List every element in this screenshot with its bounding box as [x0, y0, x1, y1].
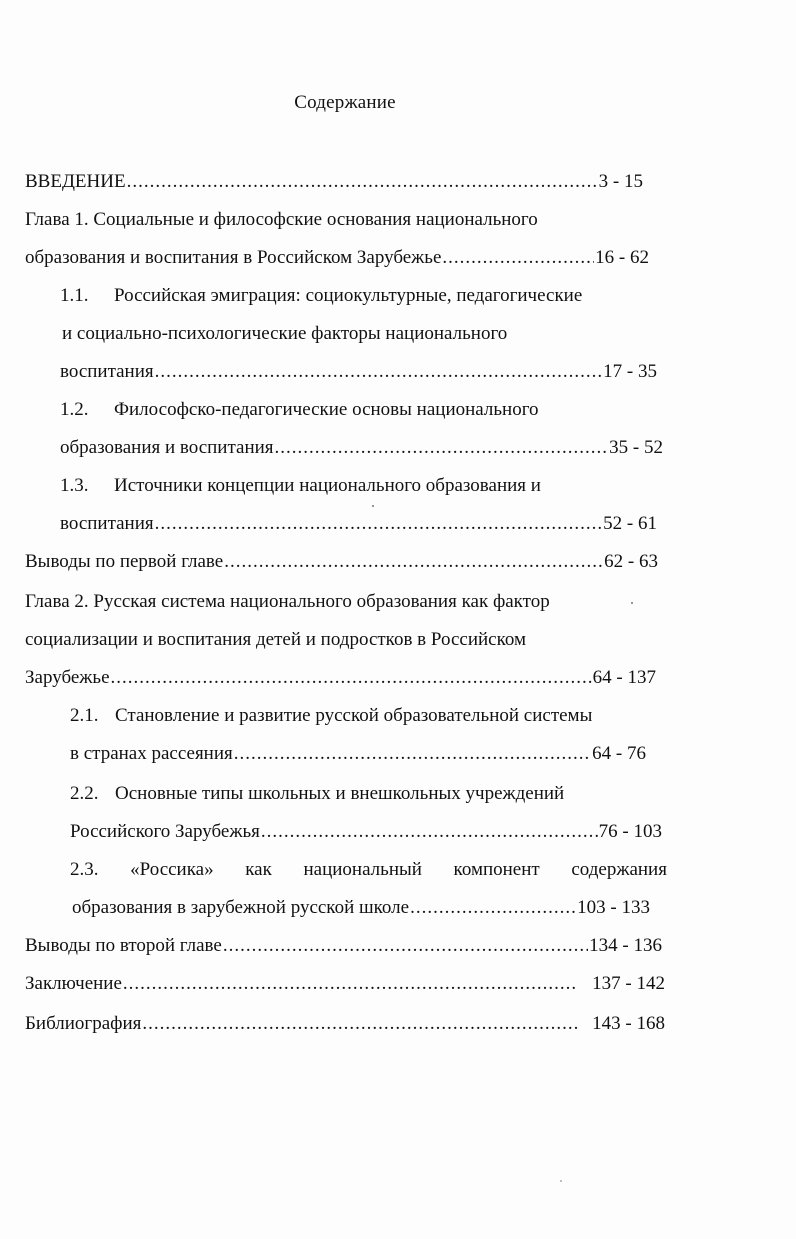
toc-entry-label: образования и воспитания: [60, 437, 274, 458]
toc-entry-pages: 3 - 15: [598, 171, 643, 192]
toc-entry-pages: 143 - 168: [592, 1013, 665, 1034]
toc-entry-word: содержания: [571, 859, 667, 880]
toc-chapter-2-line1: Глава 2. Русская система национального образования как фактор: [25, 591, 550, 612]
toc-entry-pages: 16 - 62: [595, 247, 649, 268]
leader-dots: [155, 512, 603, 536]
page-title: Содержание: [294, 92, 396, 113]
toc-entry-conclusions-2: [25, 934, 662, 958]
toc-entry-bibliography: [25, 1012, 665, 1036]
toc-entry-label: Российского Зарубежья: [70, 821, 260, 842]
leader-dots: [127, 170, 598, 194]
toc-entry-conclusion: [25, 972, 665, 996]
toc-entry-pages: 137 - 142: [592, 973, 665, 994]
toc-section-2-2-line2: [70, 820, 662, 844]
section-number: 1.3.: [60, 475, 89, 496]
toc-section-2-1-line1: [70, 704, 592, 728]
section-number: 1.2.: [60, 399, 89, 420]
toc-section-2-3-line1: [70, 858, 667, 882]
toc-entry-label: Выводы по первой главе: [25, 551, 224, 572]
leader-dots: [123, 972, 578, 996]
scan-speck: [631, 602, 633, 604]
toc-entry-label: ВВЕДЕНИЕ: [25, 171, 126, 192]
toc-chapter-2-line3: [25, 666, 656, 690]
toc-entry-label: образования и воспитания в Российском Зарубежье: [25, 247, 442, 268]
leader-dots: [223, 934, 588, 958]
toc-section-2-1-line2: [70, 742, 646, 766]
toc-entry-word: как: [245, 859, 272, 880]
toc-entry-pages: 52 - 61: [603, 513, 657, 534]
toc-entry-label: Источники концепции национального образования и: [114, 475, 541, 496]
leader-dots: [261, 820, 598, 844]
leader-dots: [275, 436, 609, 460]
toc-entry-label: Выводы по второй главе: [25, 935, 222, 956]
toc-chapter-1-line1: Глава 1. Социальные и философские основания национального: [25, 209, 538, 230]
toc-entry-pages: 64 - 137: [592, 667, 656, 688]
toc-entry-conclusions-1: [25, 550, 658, 574]
leader-dots: [224, 550, 603, 574]
toc-section-1-2-line2: [60, 436, 663, 460]
scan-speck: [560, 1180, 562, 1182]
toc-chapter-2-line2: социализации и воспитания детей и подростков в Российском: [25, 629, 527, 650]
toc-entry-label: Заключение: [25, 973, 122, 994]
scan-speck: [372, 505, 374, 507]
toc-entry-word: компонент: [453, 859, 540, 880]
toc-entry-pages: 17 - 35: [603, 361, 657, 382]
toc-entry-pages: 35 - 52: [609, 437, 663, 458]
toc-entry-label: Зарубежье: [25, 667, 110, 688]
leader-dots: [410, 896, 576, 920]
toc-entry-label: в странах рассеяния: [70, 743, 233, 764]
toc-entry-pages: 103 - 133: [577, 897, 650, 918]
toc-section-2-3-line2: [72, 896, 650, 920]
section-number: 2.1.: [70, 705, 99, 726]
toc-entry-word: «Россика»: [130, 859, 214, 880]
toc-chapter-1-line2: [25, 246, 649, 270]
toc-section-1-1-line2: и социально-психологические факторы национального: [62, 323, 508, 344]
toc-entry-pages: 76 - 103: [598, 821, 662, 842]
toc-entry-pages: 64 - 76: [592, 743, 646, 764]
toc-section-1-3-line2: [60, 512, 657, 536]
toc-entry-label: образования в зарубежной русской школе: [72, 897, 410, 918]
leader-dots: [155, 360, 603, 384]
toc-entry-pages: 134 - 136: [589, 935, 662, 956]
toc-entry-label: воспитания: [60, 361, 154, 382]
leader-dots: [442, 246, 594, 270]
toc-entry-label: Основные типы школьных и внешкольных учреждений: [115, 783, 565, 804]
toc-entry-word: национальный: [303, 859, 422, 880]
leader-dots: [234, 742, 591, 766]
toc-entry-label: Российская эмиграция: социокультурные, педагогические: [114, 285, 583, 306]
section-number: 2.2.: [70, 783, 99, 804]
toc-section-1-3-line1: [60, 474, 541, 498]
toc-entry-label: воспитания: [60, 513, 154, 534]
toc-section-2-2-line1: [70, 782, 564, 806]
section-number: 2.3.: [70, 859, 99, 880]
toc-entry-label: Философско-педагогические основы национального: [114, 399, 539, 420]
toc-entry-label: Становление и развитие русской образовательной системы: [115, 705, 593, 726]
toc-section-1-2-line1: [60, 398, 539, 422]
toc-section-1-1-line1: [60, 284, 582, 308]
toc-entry-pages: 62 - 63: [604, 551, 658, 572]
toc-entry-introduction: [25, 170, 643, 194]
leader-dots: [142, 1012, 578, 1036]
leader-dots: [111, 666, 592, 690]
toc-section-1-1-line3: [60, 360, 657, 384]
section-number: 1.1.: [60, 285, 89, 306]
toc-entry-label: Библиография: [25, 1013, 142, 1034]
